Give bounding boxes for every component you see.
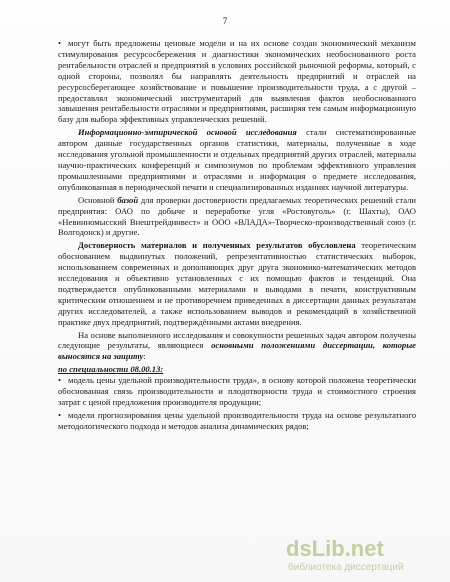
paragraph-results [58,330,416,363]
paragraph-text: : [143,351,146,362]
paragraph-text: теоретическим обоснованием выдвинутых положений, репрезентативностью статистических выборок, использованием современных и дополняющих друг друга экономико-математических методов исследования и объективно установленных с их помощью фактов и тенденций. Она подтверждается опубликованными материалами и выводами в печати, конструктивным критическим отношением и не противоречием приведенных в диссертации данных результатам других исследователей, а также использованием выводов и рекомендаций в хозяйственной практике двух предприятий, подтверждёнными актами внедрения. [58,240,417,327]
document-body [58,38,416,434]
paragraph-text: модели прогнозирования цены удельной производительности труда на основе результатного методологического подхода и методов анализа динамических рядов; [58,409,416,431]
watermark-logo: dsLib.net [286,536,384,561]
dslib-watermark [286,536,436,576]
bullet-icon: • [58,409,62,420]
paragraph-text: модель цены удельной производительности труда», в основу которой положена теоретически обоснованная связь производительности и плодотворности труда и стоимостного строения затрат с ценой предложения производителя продукции; [58,375,416,407]
watermark-caption: библиотека диссертаций [288,562,404,573]
paragraph-lead: основными положениями диссертации, которые выносятся на защиту [58,340,416,362]
paragraph-text: для проверки достоверности предлагаемых теоретических решений стали предприятия: ОАО по добыче и переработке угля «Ростовуголь» (г. Шахты), ОАО «Невинномысский Внештрейдинвест» и ООО «ВЛАДА»-Творческо-производственный союз (г. Волгодонск) и другие. [58,194,416,238]
paragraph-bullet-2 [58,375,416,408]
paragraph-lead: базой [117,194,139,205]
paragraph-verification-base [58,195,416,239]
paragraph-info-base [58,127,416,192]
paragraph-lead: Достоверность материалов и полученных результатов обусловлена [78,240,356,251]
paragraph-lead: Информационно-эмпирической основой исследования [78,127,297,138]
bullet-icon: • [58,38,62,48]
paragraph-text: могут быть предложены ценовые модели и на их основе создан экономический механизм стимулирования ресурсосбережения и диагностики экономических необоснованного роста рентабельности отраслей и предприятий в условиях российской рыночной реформы, который, с одной стороны, позволял бы направлять деятельность предприятий и отраслей на ресурсосберегающее хозяйствование и повышение производительности труда, а с другой – предоставлял экономический инструментарий для выявления фактов необоснованного завышения рентабельности отраслями и предприятиями, расширяя тем самым информационную базу для выбора эффективных управленческих решений. [58,38,416,125]
paragraph-text: Основной [78,194,118,205]
bullet-icon: • [58,375,62,386]
paragraph-bullet-1 [58,38,416,125]
paragraph-reliability [58,240,416,327]
section-subheading: по специальности 08.00.13: [58,364,164,375]
paragraph-bullet-3 [58,410,416,432]
page-number: 7 [222,16,228,26]
paragraph-text: стали систематизированные автором данные государственных органов статистики, материалы, полученные в ходе исследования угольной промышленности и отдельных предприятий других отраслей, материалы научно-практических конференций и симпозиумов по проблемам эффективного управления промышленными предприятиями и отраслями и информация о предмете исследования, опубликованная в периодической печати и специализированных изданиях научной литературы. [58,127,416,192]
paragraph-text: На основе выполненного исследования и совокупности решенных задач автором получены следующие результаты, являющиеся [58,329,416,351]
